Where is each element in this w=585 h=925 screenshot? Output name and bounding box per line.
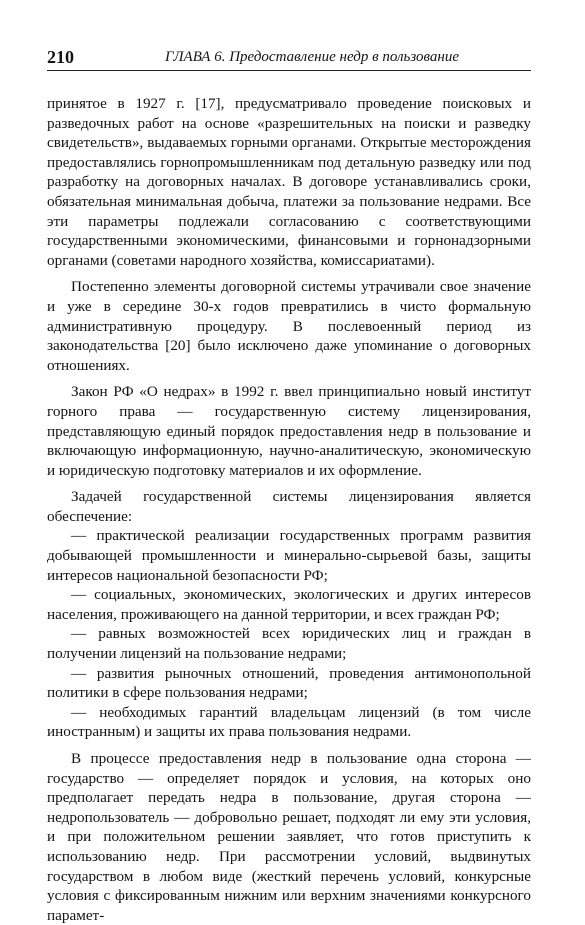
running-head: ГЛАВА 6. Предоставление недр в пользование — [165, 49, 459, 65]
paragraph: В процессе предоставления недр в пользование одна сторона — государство — определяет порядок и условия, на которых оно предполагает передать недра в пользование, другая сторона — недропользователь — добровольно решает, подходят ли ему эти условия, и при положительном решении заявляет, что готов приступить к использованию недр. При рассмотрении условий, выдвинутых государством в любом виде (жесткий перечень условий, конкурсные условия с фиксированным нижним или верхним значениями конкурсного парамет- — [47, 750, 531, 924]
paragraph-continuation: принятое в 1927 г. [17], предусматривало проведение поисковых и разведочных работ на основе «разрешительных на поиски и разведку свидетельств», выдаваемых горными органами. Открытые месторождения предоставлялись горнопромышленникам под детальную разведку или под разработку на договорных началах. В договоре устанавливались сроки, обязательная минимальная добыча, платежи за пользование недрами. Все эти параметры подлежали согласованию с соответствующими государственными экономическими, финансовыми и горнонадзорными органами (советами народного хозяйства, комиссариатами). — [47, 95, 531, 269]
page-body — [47, 94, 531, 925]
page-header — [47, 46, 531, 71]
list-item: — необходимых гарантий владельцам лицензий (в том числе иностранным) и защиты их права пользования недрами. — [47, 703, 531, 741]
list-item: — равных возможностей всех юридических лиц и граждан в получении лицензий на пользование недрами; — [47, 625, 531, 663]
list-item: — развития рыночных отношений, проведения антимонопольной политики в сфере пользования недрами; — [47, 664, 531, 702]
paragraph: Задачей государственной системы лицензирования является обеспечение: — [47, 488, 531, 525]
paragraph: Закон РФ «О недрах» в 1992 г. ввел принципиально новый институт горного права — государственную систему лицензирования, представляющую единый порядок предоставления недр в пользование и включающую информационную, научно-аналитическую, экономическую и юридическую подготовку материалов и их оформление. — [47, 383, 531, 479]
paragraph: Постепенно элементы договорной системы утрачивали свое значение и уже в середине 30-х годов превратились в чисто формальную административную процедуру. В послевоенный период из законодательства [20] было исключено даже упоминание о договорных отношениях. — [47, 278, 531, 374]
list-item: — практической реализации государственных программ развития добывающей промышленности и минерально-сырьевой базы, защиты интересов национальной безопасности РФ; — [47, 527, 531, 584]
list-item: — социальных, экономических, экологических и других интересов населения, проживающего на данной территории, и всех граждан РФ; — [47, 586, 531, 623]
page-number: 210 — [47, 47, 74, 67]
